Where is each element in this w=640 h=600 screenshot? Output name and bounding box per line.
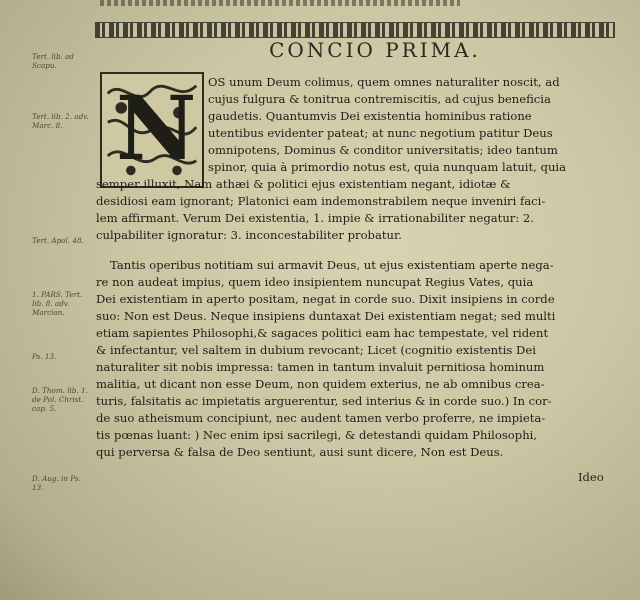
- text-line: de suo atheismum concipiunt, nec audent tamen verbo proferre, ne impieta-: [96, 411, 546, 425]
- text-line: naturaliter sit nobis impressa: tamen in tantum invaluit pernitiosa hominum: [96, 360, 545, 374]
- text-line: tis pœnas luant: ) Nec enim ipsi sacrilegi, & detestandi quidam Philosophi,: [96, 428, 538, 442]
- margin-note: D. Thom. lib. 1. de Pol. Christ. cap. 5.: [32, 386, 88, 413]
- text-line: culpabiliter ignoratur: 3. inconcestabiliter probatur.: [96, 228, 402, 242]
- text-line: malitia, ut dicant non esse Deum, non quidem exterius, ne ab omnibus crea-: [96, 377, 545, 391]
- margin-note: D. Aug. in Ps. 13.: [32, 474, 81, 492]
- text-line: lem affirmant. Verum Dei existentia, 1. impie & irrationabiliter negatur: 2.: [96, 211, 534, 225]
- text-line: qui perversa & falsa de Deo sentiunt, ausi sunt dicere, Non est Deus.: [96, 445, 504, 459]
- catchword: Ideo: [578, 470, 604, 484]
- text-line: omnipotens, Dominus & conditor universitatis; ideo tantum: [208, 143, 558, 157]
- margin-note: Tert. Apol. 48.: [32, 236, 84, 245]
- ornamental-headband: [95, 22, 615, 38]
- text-line: spinor, quia à primordio notus est, quia nunquam latuit, quia: [208, 160, 567, 174]
- text-line: Dei existentiam in aperto positam, negat in corde suo. Dixit insipiens in corde: [96, 292, 555, 306]
- text-line: semper illuxit, Nam athæi & politici ejus existentiam negant, idiotæ &: [96, 177, 511, 191]
- text-line: gaudetis. Quantumvis Dei existentia hominibus ratione: [208, 109, 532, 123]
- cropped-text-fragment: [100, 0, 460, 6]
- text-line: suo: Non est Deus. Neque insipiens duntaxat Dei existentiam negat; sed multi: [96, 309, 556, 323]
- initial-letter: N: [116, 76, 197, 180]
- margin-note: Tert. lib. ad Scapu.: [32, 52, 75, 70]
- text-line: Tantis operibus notitiam sui armavit Deus, ut ejus existentiam aperte nega-: [110, 258, 554, 272]
- margin-note: 1. PARS. Tert. lib. 8. adv. Marcion.: [32, 290, 83, 317]
- text-line: turis, falsitatis ac impietatis arguerentur, sed interius & in corde suo.) In cor-: [96, 394, 552, 408]
- text-line: utentibus evidenter pateat; at nunc negotium patitur Deus: [208, 126, 553, 140]
- text-line: re non audeat impius, quem ideo insipientem nuncupat Regius Vates, quia: [96, 275, 534, 289]
- page-title: CONCIO PRIMA.: [269, 38, 481, 62]
- text-line: OS unum Deum colimus, quem omnes naturaliter noscit, ad: [208, 75, 560, 89]
- decorated-initial: [100, 72, 204, 188]
- text-line: cujus fulgura & tonitrua contremiscitis, ad cujus beneficia: [208, 92, 551, 106]
- text-line: etiam sapientes Philosophi,& sagaces politici eam hac tempestate, vel rident: [96, 326, 549, 340]
- margin-note: Tert. lib. 2. adv. Marc. 8.: [32, 112, 89, 130]
- text-line: & infectantur, vel saltem in dubium revocant; Licet (cognitio existentis Dei: [96, 343, 536, 357]
- text-line: desidiosi eam ignorant; Platonici eam indemonstrabilem neque inveniri faci-: [96, 194, 546, 208]
- margin-note: Ps. 13.: [32, 352, 57, 361]
